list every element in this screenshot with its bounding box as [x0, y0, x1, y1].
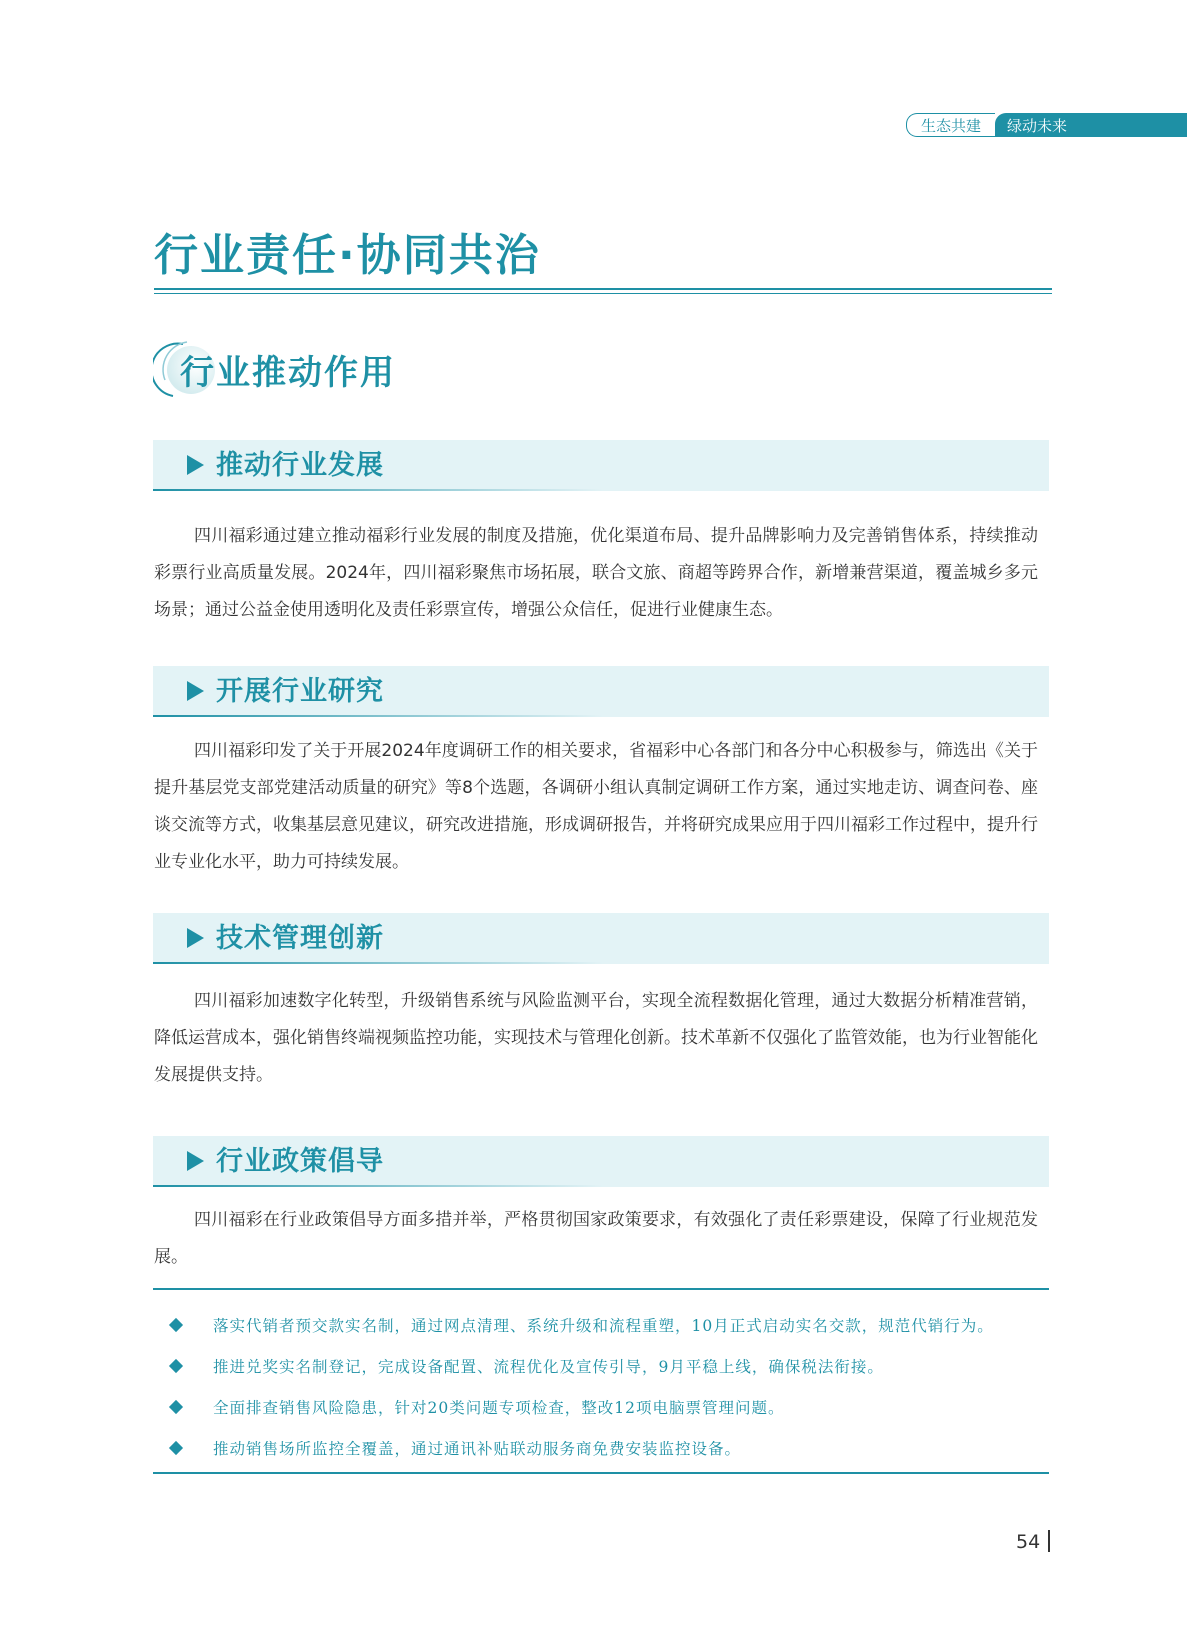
- triangle-icon: [187, 455, 204, 475]
- diamond-bullet-icon: [169, 1400, 183, 1414]
- diamond-bullet-icon: [169, 1441, 183, 1455]
- list-item-text: 落实代销者预交款实名制，通过网点清理、系统升级和流程重塑，10月正式启动实名交款，规范代销行为。: [213, 1317, 994, 1335]
- header-tag-right: 绿动未来: [995, 113, 1187, 137]
- section-title: 开展行业研究: [216, 676, 384, 707]
- triangle-icon: [187, 928, 204, 948]
- section-header-3: [153, 913, 1049, 964]
- section-title: 行业政策倡导: [216, 1146, 384, 1177]
- list-item: [167, 1355, 884, 1377]
- header-tag: [906, 113, 1187, 137]
- page-number-divider: [1048, 1530, 1050, 1552]
- section-paragraph: 四川福彩印发了关于开展2024年度调研工作的相关要求，省福彩中心各部门和各分中心积极参与，筛选出《关于提升基层党支部党建活动质量的研究》等8个选题，各调研小组认真制定调研工作方案，通过实地走访、调查问卷、座谈交流等方式，收集基层意见建议，研究改进措施，形成调研报告，并将研究成果应用于四川福彩工作过程中，提升行业专业化水平，助力可持续发展。: [154, 741, 1038, 872]
- triangle-icon: [187, 1151, 204, 1171]
- section-header-1: [153, 440, 1049, 491]
- section-title: 技术管理创新: [216, 923, 384, 954]
- page-title: 行业责任·协同共治: [154, 230, 541, 281]
- diamond-bullet-icon: [169, 1359, 183, 1373]
- list-item-text: 推动销售场所监控全覆盖，通过通讯补贴联动服务商免费安装监控设备。: [213, 1440, 742, 1458]
- title-divider: [154, 288, 1052, 290]
- list-item: [167, 1314, 994, 1336]
- diamond-bullet-icon: [169, 1318, 183, 1332]
- list-item-text: 推进兑奖实名制登记，完成设备配置、流程优化及宣传引导，9月平稳上线，确保税法衔接。: [213, 1358, 884, 1376]
- section-title: 推动行业发展: [216, 450, 384, 481]
- section-header-2: [153, 666, 1049, 717]
- page-number: 54: [1016, 1531, 1041, 1553]
- bullet-list: [153, 1288, 1049, 1474]
- list-item: [167, 1396, 784, 1418]
- section-paragraph: 四川福彩加速数字化转型，升级销售系统与风险监测平台，实现全流程数据化管理，通过大数据分析精准营销，降低运营成本，强化销售终端视频监控功能，实现技术与管理化创新。技术革新不仅强化了监管效能，也为行业智能化发展提供支持。: [154, 991, 1038, 1085]
- section-header-4: [153, 1136, 1049, 1187]
- section-paragraph: 四川福彩通过建立推动福彩行业发展的制度及措施，优化渠道布局、提升品牌影响力及完善销售体系，持续推动彩票行业高质量发展。2024年，四川福彩聚焦市场拓展，联合文旅、商超等跨界合作，新增兼营渠道，覆盖城乡多元场景；通过公益金使用透明化及责任彩票宣传，增强公众信任，促进行业健康生态。: [154, 526, 1038, 620]
- section-paragraph: 四川福彩在行业政策倡导方面多措并举，严格贯彻国家政策要求，有效强化了责任彩票建设，保障了行业规范发展。: [154, 1210, 1038, 1267]
- list-item: [167, 1437, 741, 1459]
- title-divider-thin: [154, 293, 1052, 294]
- list-item-text: 全面排查销售风险隐患，针对20类问题专项检查，整改12项电脑票管理问题。: [213, 1399, 785, 1417]
- triangle-icon: [187, 681, 204, 701]
- section-heading: 行业推动作用: [180, 353, 396, 393]
- header-tag-left: 生态共建: [906, 113, 995, 137]
